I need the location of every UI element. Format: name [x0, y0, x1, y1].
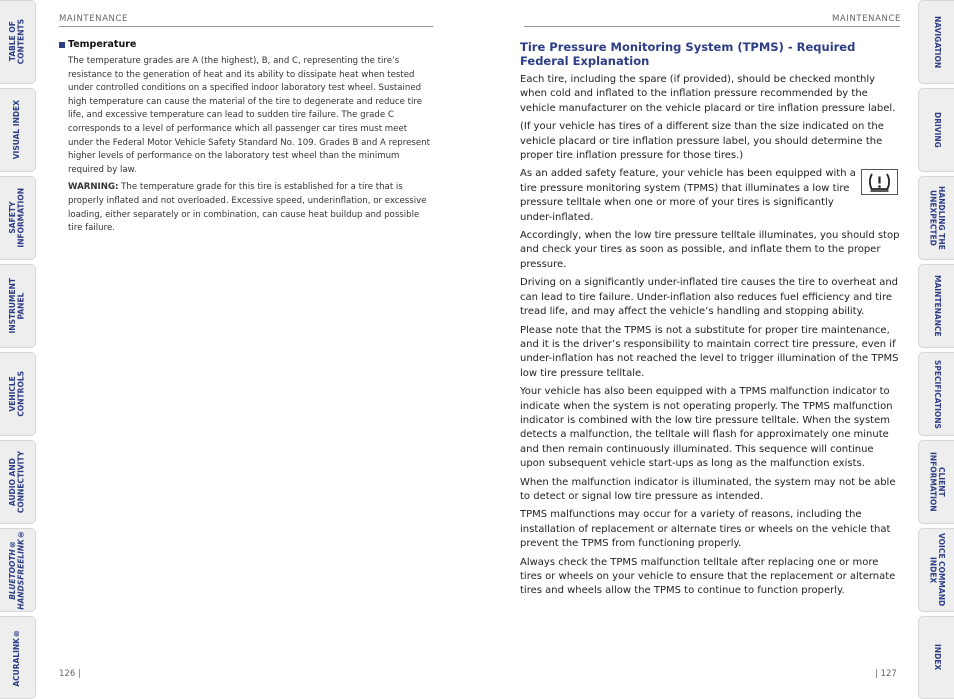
paragraph: When the malfunction indicator is illuminated, the system may not be able to detect or signal low tire pressure as intended. — [520, 476, 896, 502]
left-page-number: 126 | — [59, 669, 81, 679]
tab-label: DRIVING — [932, 112, 942, 148]
tab-table-of-contents[interactable] — [0, 0, 36, 84]
paragraph: Driving on a significantly under-inflated tire causes the tire to overheat and can lead to tire failure. Under-inflation also reduces fuel efficiency and tire tread life, and may affect the vehicle’s handling and stopping ability. — [520, 277, 899, 318]
tab-safety-information[interactable] — [0, 176, 36, 260]
warning-paragraph — [68, 181, 431, 235]
temperature-body — [68, 55, 431, 236]
tab-vehicle-controls[interactable] — [0, 352, 36, 436]
tab-label: VOICE COMMAND INDEX — [928, 533, 946, 607]
tab-label: NAVIGATION — [932, 15, 942, 69]
tab-audio-connectivity[interactable] — [0, 440, 36, 524]
right-chapter-tabs — [918, 0, 954, 699]
tab-maintenance[interactable] — [918, 264, 954, 348]
temperature-heading — [59, 39, 431, 50]
low-tire-pressure-icon — [861, 169, 898, 195]
tab-label: SPECIFICATIONS — [932, 359, 942, 429]
paragraph: As an added safety feature, your vehicle has been equipped with a tire pressure monitoring system (TPMS) that illuminates a low tire pressure telltale when one or more of your tires is significantly under-inflated. — [520, 168, 856, 223]
tpms-body — [520, 73, 900, 599]
tab-label: HANDLING THE UNEXPECTED — [928, 186, 946, 250]
left-chapter-tabs — [0, 0, 36, 699]
paragraph: (If your vehicle has tires of a different size than the size indicated on the vehicle placard or tire inflation pressure label, you should determine the proper tire inflation pressure for those tires.) — [520, 121, 884, 162]
tab-navigation[interactable] — [918, 0, 954, 84]
tab-client-information[interactable] — [918, 440, 954, 524]
tab-label: BLUETOOTH® HANDSFREELINK® — [8, 530, 26, 610]
tab-label: TABLE OF CONTENTS — [8, 19, 26, 65]
warning-text: The temperature grade for this tire is established for a tire that is properly inflated and not overloaded. Excessive speed, underinflation, or excessive loading, either separately or in combination, can cause heat buildup and possible tire failure. — [68, 182, 427, 234]
tab-voice-command-index[interactable] — [918, 528, 954, 612]
tab-label: ACURALINK® — [12, 628, 22, 687]
tab-label: AUDIO AND CONNECTIVITY — [8, 450, 26, 514]
tab-instrument-panel[interactable] — [0, 264, 36, 348]
left-header-rule — [59, 26, 433, 27]
paragraph: Always check the TPMS malfunction telltale after replacing one or more tires or wheels on your vehicle to ensure that the replacement or alternate tires and wheels allow the TPMS to continue to function properly. — [520, 556, 896, 597]
tab-label: INDEX — [932, 644, 942, 671]
warning-label: WARNING: — [68, 182, 119, 193]
paragraph: TPMS malfunctions may occur for a variety of reasons, including the installation of replacement or alternate tires or wheels on the vehicle that prevent the TPMS from functioning properly. — [520, 509, 891, 550]
tab-label: INSTRUMENT PANEL — [8, 278, 26, 334]
right-page-number: | 127 — [875, 669, 897, 679]
right-section-header: MAINTENANCE — [832, 14, 902, 24]
right-header-rule — [524, 26, 900, 27]
tab-visual-index[interactable] — [0, 88, 36, 172]
paragraph: Please note that the TPMS is not a substitute for proper tire maintenance, and it is the driver’s responsibility to maintain correct tire pressure, even if under-inflation has not reached the level to trigger illumination of the TPMS low tire pressure telltale. — [520, 324, 899, 379]
tab-label: SAFETY INFORMATION — [8, 188, 26, 248]
tab-bluetooth-handsfreelink[interactable] — [0, 528, 36, 612]
tab-label: MAINTENANCE — [932, 275, 942, 337]
tab-index[interactable] — [918, 616, 954, 699]
tab-specifications[interactable] — [918, 352, 954, 436]
tab-label: VEHICLE CONTROLS — [8, 371, 26, 417]
tab-driving[interactable] — [918, 88, 954, 172]
right-page-content — [520, 40, 900, 603]
tpms-title: Tire Pressure Monitoring System (TPMS) - Required Federal Explanation — [520, 40, 856, 68]
tab-label: VISUAL INDEX — [12, 100, 22, 160]
left-page-content — [59, 39, 431, 240]
heading-text: Temperature — [68, 39, 137, 50]
tab-handling-the-unexpected[interactable] — [918, 176, 954, 260]
tab-label: CLIENT INFORMATION — [928, 452, 946, 512]
left-section-header: MAINTENANCE — [59, 14, 129, 24]
paragraph: Accordingly, when the low tire pressure telltale illuminates, you should stop and check your tires as soon as possible, and inflate them to the proper pressure. — [520, 230, 900, 270]
square-bullet-icon — [59, 42, 65, 48]
tab-acuralink[interactable] — [0, 616, 36, 699]
temperature-paragraph: The temperature grades are A (the highest), B, and C, representing the tire’s resistance to the generation of heat and its ability to dissipate heat when tested under controlled conditions on a specified indoor laboratory test wheel. Sustained high temperature can cause the material of the tire to degenerate and reduce tire life, and excessive temperature can lead to sudden tire failure. The grade C corresponds to a level of performance which all passenger car tires must meet under the Federal Motor Vehicle Safety Standard No. 109. Grades B and A represent higher levels of performance on the laboratory test wheel than the minimum required by law. — [68, 56, 430, 175]
paragraph: Each tire, including the spare (if provided), should be checked monthly when cold and inflated to the inflation pressure recommended by the vehicle manufacturer on the vehicle placard or tire inflation pressure label. — [520, 74, 896, 114]
paragraph: Your vehicle has also been equipped with a TPMS malfunction indicator to indicate when the system is not operating properly. The TPMS malfunction indicator is combined with the low tire pressure telltale. When the system detects a malfunction, the telltale will flash for approximately one minute and then remain continuously illuminated. This sequence will continue upon subsequent vehicle start-ups as long as the malfunction exists. — [520, 386, 893, 470]
